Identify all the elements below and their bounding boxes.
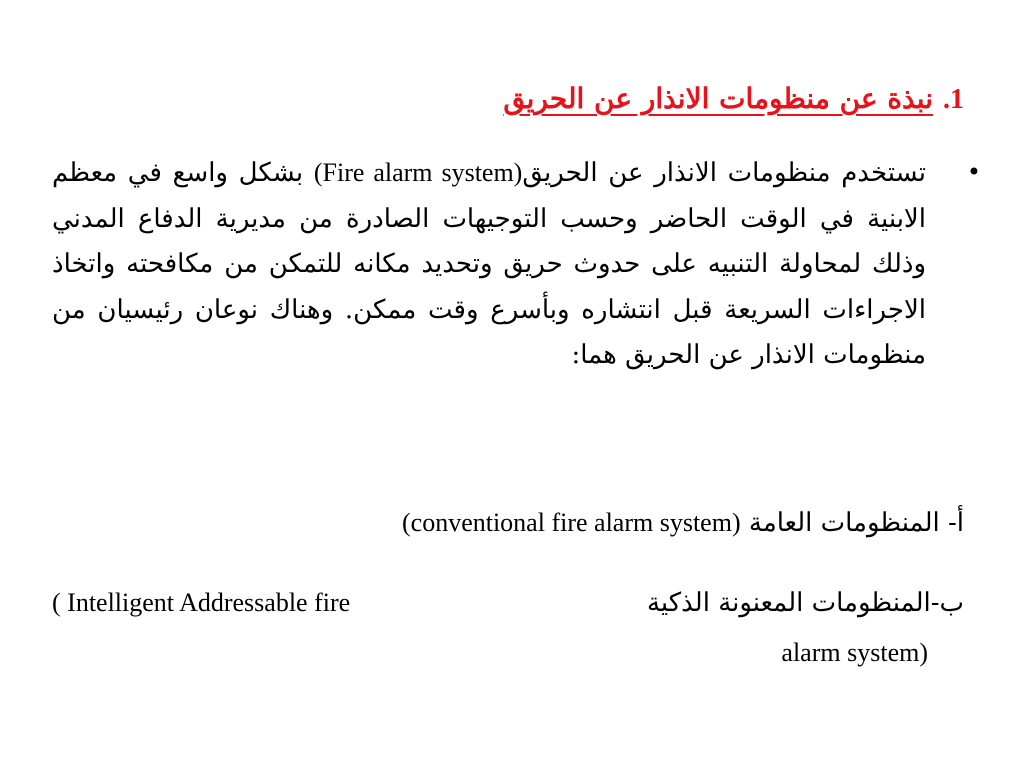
item-b-english-2: alarm system) (781, 638, 928, 667)
bullet-body (52, 150, 926, 379)
item-b-english-1: ( Intelligent Addressable fire (52, 588, 351, 617)
slide-heading (364, 76, 964, 123)
bullet-text: بشكل واسع في معظم الابنية في الوقت الحاضر وحسب التوجيهات الصادرة من مديرية الدفاع المدني وذلك لمحاولة التنبيه على حدوث حريق وتحديد مكانه للتمكن من مكافحته واتخاذ الاجراءات السريعة قبل انتشاره وبأسرع وقت ممكن. وهناك نوعان رئيسيان من منظومات الانذار عن الحريق هما: (52, 158, 926, 370)
heading-number: 1. (943, 84, 964, 115)
bullet-paragraph (52, 150, 988, 379)
item-a (44, 500, 964, 546)
item-b-line-2 (52, 628, 928, 678)
item-b (52, 578, 964, 678)
item-b-label: ب-المنظومات المعنونة الذكية (646, 588, 964, 618)
item-a-english: (conventional fire alarm system) (402, 508, 741, 537)
bullet-icon: • (966, 158, 982, 186)
item-b-line-1 (52, 578, 964, 628)
bullet-intro: تستخدم منظومات الانذار عن الحريق (522, 158, 926, 188)
item-a-label: أ- المنظومات العامة (748, 508, 964, 538)
heading-text: نبذة عن منظومات الانذار عن الحريق (503, 82, 933, 115)
bullet-english-term: (Fire alarm system) (313, 158, 523, 187)
